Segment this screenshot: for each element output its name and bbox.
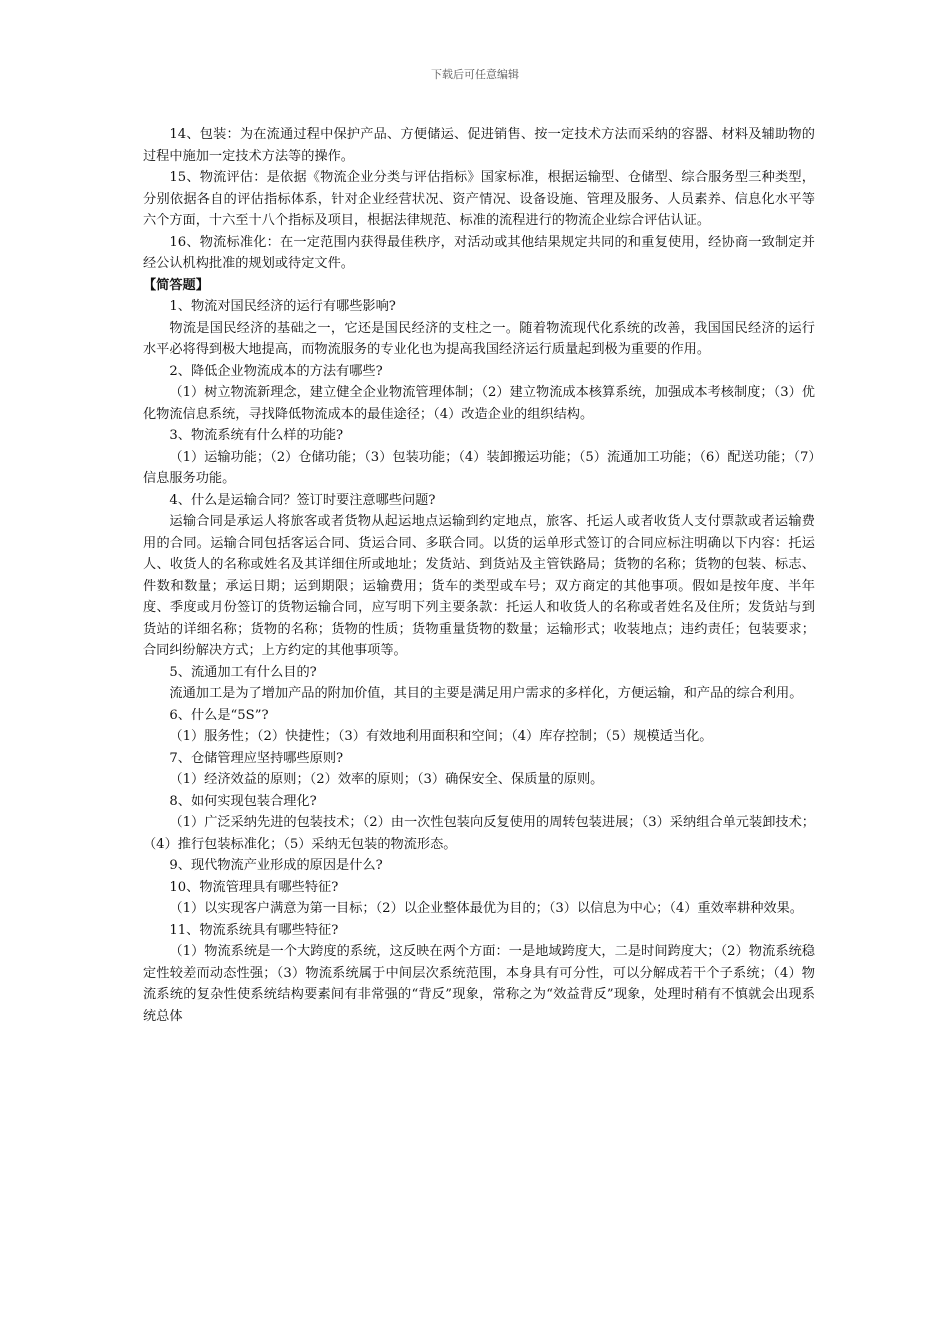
definition-paragraph: 14、包装：为在流通过程中保护产品、方便储运、促进销售、按一定技术方法而采纳的容器、材料及辅助物的过程中施加一定技术方法等的操作。 — [143, 127, 815, 164]
section-title: 【简答题】 — [143, 277, 209, 293]
answer: （1）服务性；（2）快捷性；（3）有效地利用面积和空间；（4）库存控制；（5）规模适当化。 — [169, 729, 713, 744]
answer: （1）物流系统是一个大跨度的系统，这反映在两个方面：一是地域跨度大，二是时间跨度大；（2）物流系统稳定性较差而动态性强；（3）物流系统属于中间层次系统范围，本身具有可分性，可以分解成若干个子系统；（4）物流系统的复杂性使系统结构要素间有非常强的“背反”现象，常称之为“效益背反”现象，处理时稍有不慎就会出现系统总体 — [143, 944, 815, 1024]
definition-paragraph: 16、物流标准化：在一定范围内获得最佳秩序，对活动或其他结果规定共同的和重复使用，经协商一致制定并经公认机构批准的规划或待定文件。 — [143, 234, 815, 271]
question: 10、物流管理具有哪些特征? — [169, 879, 339, 895]
document-body — [143, 124, 815, 1027]
question: 1、物流对国民经济的运行有哪些影响? — [169, 299, 396, 314]
question: 2、降低企业物流成本的方法有哪些? — [169, 363, 383, 379]
answer: 物流是国民经济的基础之一，它还是国民经济的支柱之一。随着物流现代化系统的改善，我国国民经济的运行水平必将得到极大地提高，而物流服务的专业化也为提高我国经济运行质量起到极为重要的作用。 — [143, 320, 815, 357]
answer: （1）运输功能；（2）仓储功能；（3）包装功能；（4）装卸搬运功能；（5）流通加工功能；（6）配送功能；（7）信息服务功能。 — [143, 449, 815, 486]
answer: 流通加工是为了增加产品的附加价值，其目的主要是满足用户需求的多样化，方便运输，和产品的综合利用。 — [169, 686, 803, 701]
answer: （1）树立物流新理念，建立健全企业物流管理体制；（2）建立物流成本核算系统，加强成本考核制度；（3）优化物流信息系统，寻找降低物流成本的最佳途径；（4）改造企业的组织结构。 — [143, 385, 815, 422]
question: 4、什么是运输合同？签订时要注意哪些问题? — [169, 492, 436, 508]
question: 11、物流系统具有哪些特征? — [169, 922, 339, 938]
definition-paragraph: 15、物流评估：是依据《物流企业分类与评估指标》国家标准，根据运输型、仓储型、综合服务型三种类型，分别依据各自的评估指标体系，针对企业经营状况、资产情况、设备设施、管理及服务、人员素养、信息化水平等六个方面，十六至十八个指标及项目，根据法律规范、标准的流程进行的物流企业综合评估认证。 — [143, 170, 815, 228]
question: 3、物流系统有什么样的功能? — [169, 428, 344, 443]
page-header: 下载后可任意编辑 — [431, 68, 519, 81]
question: 7、仓储管理应坚持哪些原则? — [169, 750, 344, 766]
answer: （1）广泛采纳先进的包装技术；（2）由一次性包装向反复使用的周转包装进展；（3）采纳组合单元装卸技术；（4）推行包装标准化；（5）采纳无包装的物流形态。 — [143, 815, 815, 852]
answer: （1）经济效益的原则；（2）效率的原则；（3）确保安全、保质量的原则。 — [169, 772, 604, 787]
answer: （1）以实现客户满意为第一目标；（2）以企业整体最优为目的；（3）以信息为中心；（4）重效率耕种效果。 — [169, 901, 803, 916]
question: 9、现代物流产业形成的原因是什么? — [169, 858, 383, 873]
answer: 运输合同是承运人将旅客或者货物从起运地点运输到约定地点，旅客、托运人或者收货人支付票款或者运输费用的合同。运输合同包括客运合同、货运合同、多联合同。以货的运单形式签订的合同应标注明确以下内容：托运人、收货人的名称或姓名及其详细住所或地址；发货站、到货站及主管铁路局；货物的名称；货物的包装、标志、件数和数量；承运日期；运到期限；运输费用；货车的类型或车号；双方商定的其他事项。假如是按年度、半年度、季度或月份签订的货物运输合同，应写明下列主要条款：托运人和收货人的名称或者姓名及住所；发货站与到货站的详细名称；货物的名称；货物的性质；货物重量货物的数量；运输形式；收装地点；违约责任；包装要求；合同纠纷解决方式；上方约定的其他事项等。 — [143, 514, 815, 658]
question: 5、流通加工有什么目的? — [169, 664, 317, 680]
question: 6、什么是“5S”? — [169, 707, 269, 723]
question: 8、如何实现包装合理化? — [169, 793, 317, 809]
